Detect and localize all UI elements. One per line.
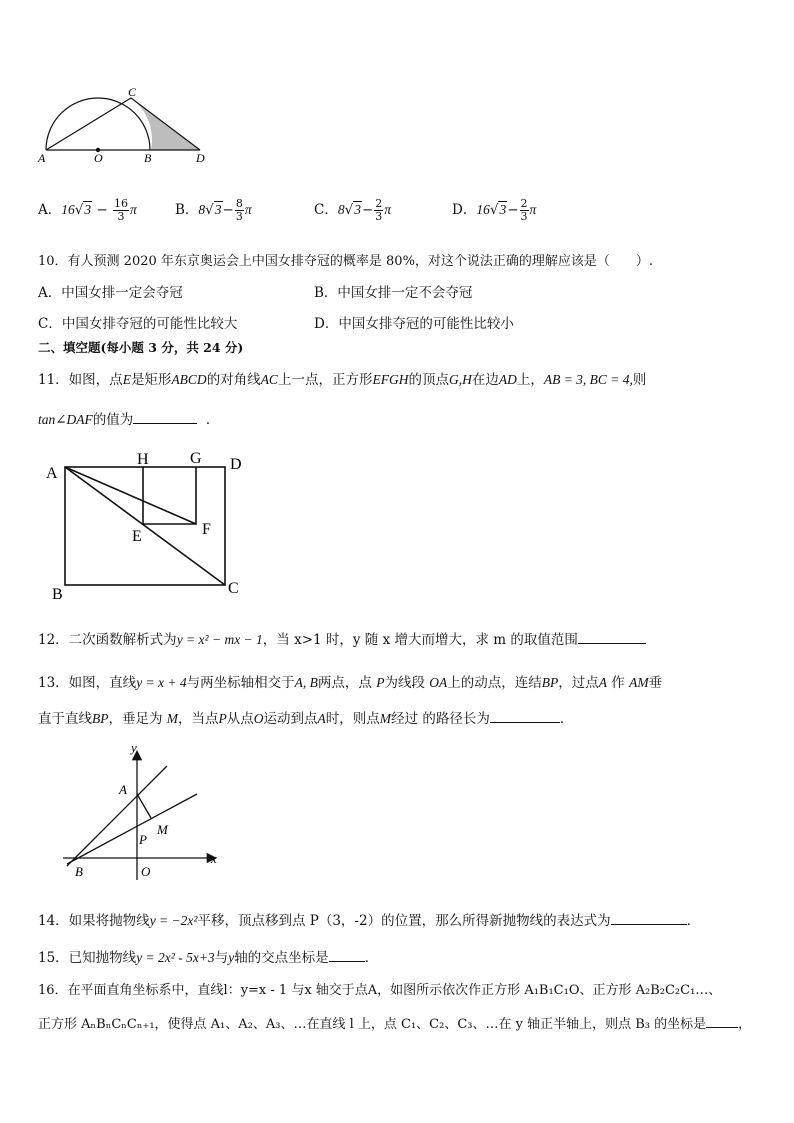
math: OA [429, 675, 448, 690]
denominator: 3 [235, 210, 243, 223]
q10-option-a[interactable]: A．中国女排一定会夺冠 [38, 285, 183, 301]
segment-am [137, 794, 151, 818]
square-efgh [143, 467, 196, 524]
math: EFGH [372, 372, 409, 387]
math: BP [92, 711, 109, 726]
answer-blank[interactable] [706, 1013, 738, 1028]
text: 与 [214, 950, 229, 966]
minus: − [507, 202, 519, 218]
text: ，当 x>1 时，y 随 x 增大而增大，求 m 的取值范围 [262, 632, 578, 648]
q14-line [38, 909, 700, 929]
semicircle-arc [46, 98, 150, 150]
q16-line1: 16．在平面直角坐标系中，直线l：y=x - 1 与x 轴交于点A，如图所示依次作正方形 A₁B₁C₁O、正方形 A₂B₂C₂C₁…、 [38, 983, 722, 998]
label-c: C [128, 86, 137, 99]
radicand: 3 [214, 202, 222, 217]
label-a: A [46, 465, 58, 482]
section-title: 二、填空题(每小题 3 分，共 24 分) [38, 340, 244, 355]
label-c: C [228, 580, 239, 597]
coef: 16 [476, 202, 490, 217]
text: 两点，点 [317, 675, 372, 691]
math: AB = 3, BC = 4, [543, 372, 633, 387]
math: AM [629, 675, 649, 690]
math: A [598, 675, 607, 690]
q10-option-c[interactable]: C．中国女排夺冠的可能性比较大 [38, 316, 238, 332]
denominator: 3 [117, 210, 125, 223]
q9-option-d[interactable]: D．16√3− $\frac{2}{3}$ π [452, 197, 537, 223]
label-y: y [131, 742, 137, 755]
pi: π [130, 202, 137, 217]
label-e: E [132, 528, 142, 545]
answer-blank[interactable] [133, 409, 197, 424]
q10-option-d[interactable]: D．中国女排夺冠的可能性比较小 [314, 316, 514, 332]
math: G,H [448, 372, 472, 387]
label-d: D [230, 456, 242, 473]
rectangle-figure [40, 445, 260, 605]
q9-option-a[interactable]: A．16√3 − $\frac{16}{3}$ π [38, 197, 137, 223]
fraction [520, 198, 529, 223]
label-a: A [119, 782, 127, 797]
math: P [376, 675, 385, 690]
pi: π [529, 202, 537, 217]
minus: − [222, 202, 234, 218]
math: O [253, 711, 264, 726]
text: 上一点，正方形 [277, 372, 373, 388]
coef: 8 [337, 202, 345, 217]
text: 的值为 [92, 412, 134, 428]
text: 12．二次函数解析式为 [38, 632, 177, 648]
label-a: A [38, 151, 46, 165]
label-x: x [211, 851, 217, 866]
q11-line2 [38, 408, 219, 428]
q9-option-c[interactable]: C．8√3− $\frac{2}{3}$ π [314, 197, 392, 223]
text: 为线段 [384, 675, 425, 691]
text: ，当点 [178, 711, 219, 727]
q13-line1 [38, 671, 662, 691]
label-b: B [75, 864, 83, 879]
math: y = x² − mx − 1 [176, 632, 263, 647]
option-letter: D． [452, 202, 477, 218]
math: A [317, 711, 326, 726]
label-m: M [157, 822, 168, 837]
text: 垂 [648, 675, 663, 691]
text: 在边 [471, 372, 499, 388]
text: ． [205, 412, 220, 428]
text: ， [738, 1017, 752, 1032]
math: M [379, 711, 392, 726]
text: 经过 的路径长为 [391, 711, 490, 727]
q15-line [38, 946, 378, 966]
radicand: 3 [499, 202, 507, 217]
text: 的顶点 [408, 372, 449, 388]
text: ，过点 [558, 675, 599, 691]
text: ，垂足为 [108, 711, 163, 727]
text: 作 [611, 675, 625, 691]
label-h: H [137, 451, 149, 468]
denominator: 3 [520, 210, 528, 223]
numerator: 2 [375, 197, 383, 210]
diagonal-ac [65, 467, 225, 585]
coef: 16 [61, 202, 75, 217]
radicand: 3 [84, 202, 92, 217]
math: AD [498, 372, 517, 387]
text: 运动到点 [263, 711, 318, 727]
text: 15．已知抛物线 [38, 950, 137, 966]
numerator: 2 [520, 197, 528, 210]
q10-option-b[interactable]: B．中国女排一定不会夺冠 [314, 285, 473, 301]
label-f: F [202, 521, 211, 538]
q11-line1 [38, 368, 646, 388]
answer-blank[interactable] [490, 708, 560, 723]
q10-stem: 10．有人预测 2020 年东京奥运会上中国女排夺冠的概率是 80%，对这个说法正确的理解应该是（ ）. [38, 254, 654, 269]
line-ab [67, 766, 167, 866]
math: M [166, 711, 179, 726]
fraction [113, 198, 129, 223]
text: ． [686, 913, 701, 929]
denominator: 3 [375, 210, 383, 223]
pi: π [244, 202, 252, 217]
math: y = −2x² [149, 913, 198, 928]
text: 时，则点 [325, 711, 380, 727]
minus: − [361, 202, 374, 218]
text: 的对角线 [206, 372, 261, 388]
fraction [235, 198, 244, 223]
math: y = x + 4 [136, 675, 187, 690]
q13-line2 [38, 707, 573, 727]
q9-option-b[interactable]: B．8√3− $\frac{8}{3}$ π [175, 197, 252, 223]
q12-line [38, 628, 646, 648]
math: y [228, 950, 235, 965]
pi: π [384, 202, 392, 217]
text: 上， [516, 372, 544, 388]
text: 13．如图，直线 [38, 675, 137, 691]
label-g: G [190, 450, 202, 467]
label-p: P [139, 832, 147, 847]
math: BP [541, 675, 559, 690]
label-o: O [94, 151, 103, 165]
math: E [122, 372, 131, 387]
text: 正方形 AₙBₙCₙCₙ₊₁，使得点 A₁、A₂、A₃、…在直线 l 上，点 C₁、C₂、C₃、…在 y 轴正半轴上，则点 B₃ 的坐标是 [38, 1017, 707, 1032]
text: 与两坐标轴相交于 [186, 675, 295, 691]
answer-blank[interactable] [578, 629, 646, 644]
radicand: 3 [354, 202, 361, 217]
option-letter: A． [38, 202, 62, 218]
text: ． [559, 711, 574, 727]
math: AC [260, 372, 278, 387]
math: tan∠DAF [38, 412, 93, 427]
text: 从点 [226, 711, 254, 727]
text: 是矩形 [130, 372, 172, 388]
text: 直于直线 [38, 711, 92, 727]
math: P [218, 711, 227, 726]
label-b: B [52, 586, 63, 603]
text: 轴的交点坐标是 [234, 950, 329, 966]
option-letter: B． [175, 202, 199, 218]
line-bp [67, 794, 197, 864]
numerator: 8 [235, 197, 243, 210]
coef: 8 [198, 202, 206, 217]
coordinate-figure [55, 742, 235, 882]
answer-blank[interactable] [329, 947, 365, 962]
chord-ac [46, 98, 131, 150]
math: ABCD [171, 372, 207, 387]
text: 上的动点，连结 [447, 675, 542, 691]
text: 11．如图，点 [38, 372, 123, 388]
numerator: 16 [114, 197, 129, 210]
label-b: B [144, 151, 152, 165]
label-d: D [196, 151, 205, 165]
q16-line2 [38, 1013, 751, 1032]
answer-blank[interactable] [611, 910, 687, 925]
text: ． [364, 950, 379, 966]
text: 则 [632, 372, 647, 388]
option-letter: C． [314, 202, 338, 218]
math: A, B [294, 675, 318, 690]
minus: − [96, 202, 108, 218]
text: 14．如果将抛物线 [38, 913, 150, 929]
semicircle-figure [30, 86, 230, 166]
math: y = 2x² - 5x+3 [136, 950, 215, 965]
text: 平移，顶点移到点 P（3，-2）的位置，那么所得新抛物线的表达式为 [197, 913, 611, 929]
fraction [374, 198, 383, 223]
label-o: O [141, 864, 151, 879]
